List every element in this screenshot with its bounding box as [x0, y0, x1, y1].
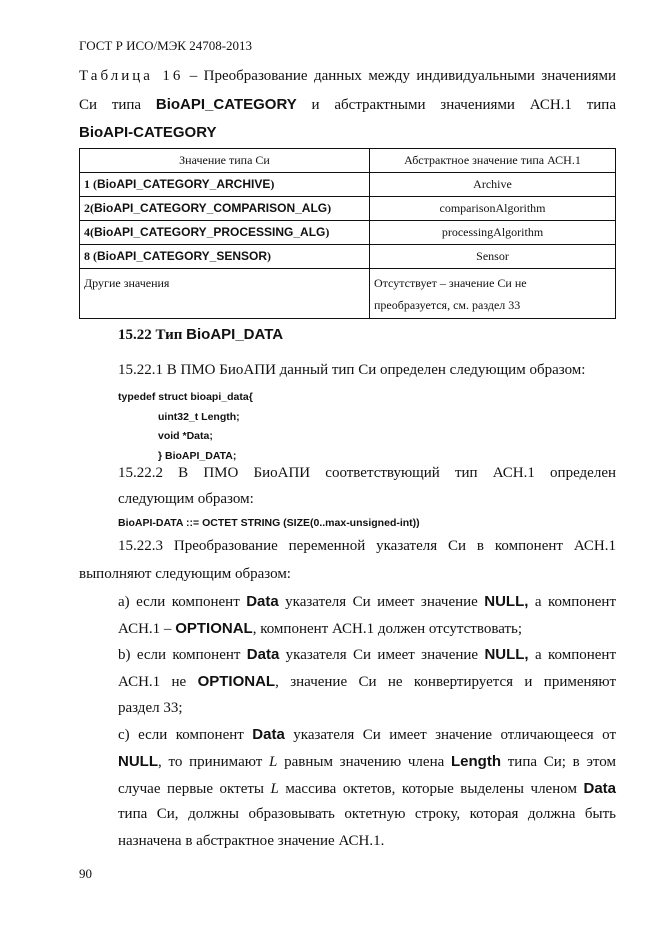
item-b-line1: b) если компонент Data указателя Си имеет значение NULL, а компонент	[118, 646, 617, 663]
item-c-line3: случае первые октеты L массива октетов, которые выделены членом Data	[118, 780, 616, 797]
paragraph-15-22-2: 15.22.2 В ПМО БиоАПИ соответствующий тип АСН.1 определен	[118, 465, 616, 481]
item-c-line5: назначена в абстрактное значение АСН.1.	[118, 833, 385, 849]
type-name: BioAPI_CATEGORY	[155, 96, 297, 113]
table-row	[80, 197, 616, 221]
item-b-line2: АСН.1 не OPTIONAL, значение Си не конвертируется и применяют	[118, 673, 616, 690]
table-row	[80, 245, 616, 269]
table-caption-line2: Си типа BioAPI_CATEGORY и абстрактными значениями АСН.1 типа	[79, 96, 616, 113]
table-cell-c-value: 2(BioAPI_CATEGORY_COMPARISON_ALG)	[80, 197, 370, 221]
table-row	[80, 269, 616, 319]
table-cell-asn-value: Archive	[370, 173, 616, 197]
paragraph-15-22-2-cont: следующим образом:	[118, 491, 254, 507]
section-heading: 15.22 Тип BioAPI_DATA	[118, 326, 284, 343]
table-caption-line3: BioAPI-CATEGORY	[79, 124, 217, 141]
item-c-line1: с) если компонент Data указателя Си имеет значение отличающееся от	[118, 726, 616, 743]
table-caption-line1: Таблица 16 – Преобразование данных между индивидуальными значениями	[79, 68, 616, 84]
table-header-row	[80, 149, 616, 173]
table-caption-label: Таблица 16	[79, 68, 184, 84]
item-a-line1: а) если компонент Data указателя Си имеет значение NULL, а компонент	[118, 593, 616, 610]
code-line: } BioAPI_DATA;	[158, 449, 237, 462]
table-cell-c-value: 4(BioAPI_CATEGORY_PROCESSING_ALG)	[80, 221, 370, 245]
table-header-cell: Абстрактное значение типа АСН.1	[370, 149, 616, 173]
conversion-table	[79, 148, 616, 319]
asn-code-line: BioAPI-DATA ::= OCTET STRING (SIZE(0..max-unsigned-int))	[118, 517, 420, 529]
table-row	[80, 173, 616, 197]
table-cell-asn-value: Sensor	[370, 245, 616, 269]
item-a-line2: АСН.1 – OPTIONAL, компонент АСН.1 должен отсутствовать;	[118, 620, 523, 637]
table-cell-c-value: Другие значения	[80, 269, 370, 319]
table-cell-asn-value: Отсутствует – значение Си не преобразуется, см. раздел 33	[370, 269, 616, 319]
c-code-block	[118, 388, 253, 466]
item-c-line4: типа Си, должны образовывать октетную строку, которая должна быть	[118, 806, 616, 822]
table-row	[80, 221, 616, 245]
item-b-line3: раздел 33;	[118, 700, 183, 716]
table-cell-c-value: 1 (BioAPI_CATEGORY_ARCHIVE)	[80, 173, 370, 197]
page-number: 90	[79, 866, 92, 881]
paragraph-15-22-3-cont: выполняют следующим образом:	[79, 566, 291, 582]
table-cell-c-value: 8 (BioAPI_CATEGORY_SENSOR)	[80, 245, 370, 269]
paragraph-15-22-3: 15.22.3 Преобразование переменной указателя Си в компонент АСН.1	[118, 538, 616, 554]
table-cell-asn-value: comparisonAlgorithm	[370, 197, 616, 221]
item-c-line2: NULL, то принимают L равным значению члена Length типа Си; в этом	[118, 753, 616, 770]
code-line: typedef struct bioapi_data{	[118, 391, 253, 403]
code-line: uint32_t Length;	[158, 410, 240, 423]
table-cell-asn-value: processingAlgorithm	[370, 221, 616, 245]
table-header-cell: Значение типа Си	[80, 149, 370, 173]
paragraph-15-22-1: 15.22.1 В ПМО БиоАПИ данный тип Си определен следующим образом:	[118, 362, 586, 378]
document-header: ГОСТ Р ИСО/МЭК 24708-2013	[79, 38, 253, 53]
code-line: void *Data;	[158, 430, 213, 442]
